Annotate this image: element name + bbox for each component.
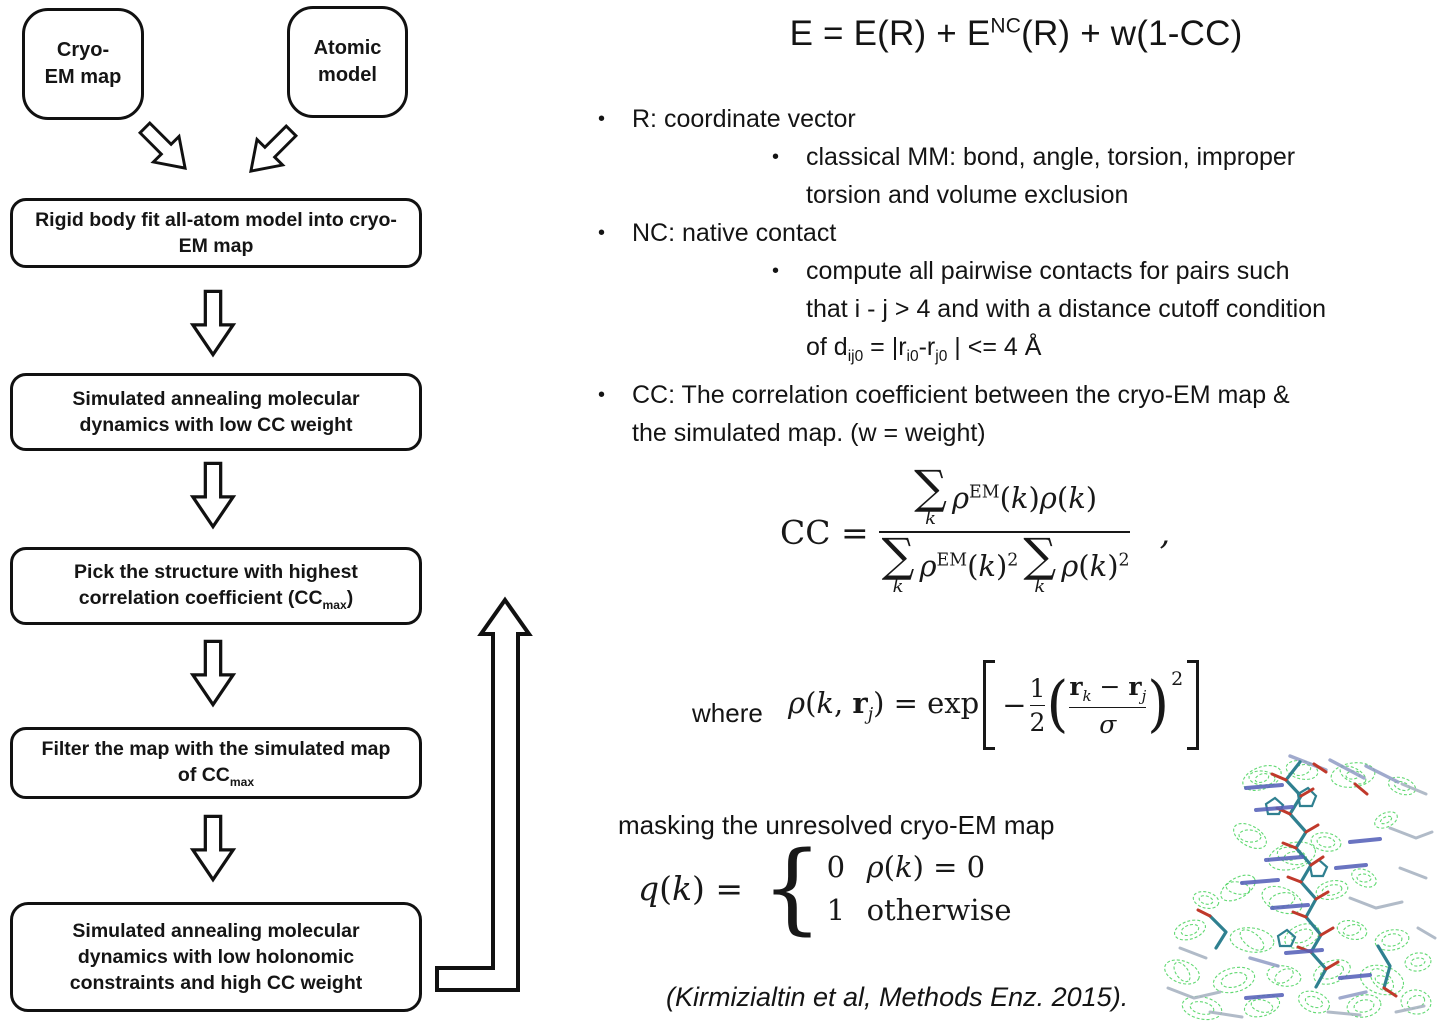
- bullet-list: [598, 100, 1442, 452]
- masking-label: masking the unresolved cryo-EM map: [618, 810, 1055, 840]
- left-brace-icon: {: [761, 830, 823, 946]
- text-line: Cryo-: [56, 39, 110, 62]
- citation: (Kirmizialtin et al, Methods Enz. 2015).: [666, 982, 1129, 1012]
- flowchart-step-rigid-body-fit: [10, 198, 422, 268]
- right-paren-icon: ): [1147, 668, 1170, 740]
- text-line: model: [318, 64, 377, 86]
- q-equation: [638, 830, 1012, 946]
- sum-operator: ∑ k: [914, 460, 947, 530]
- text-line: Pick the structure with highest: [74, 560, 358, 583]
- down-arrow-icon: [190, 638, 236, 708]
- text-line: that i - j > 4 and with a distance cutoff condition: [806, 295, 1326, 323]
- bullet-dot-icon: •: [598, 222, 606, 244]
- flowchart-step-pick-structure: [10, 547, 422, 625]
- q-lhs: q(k) =: [638, 869, 754, 908]
- q-cases: [827, 850, 1012, 927]
- text-line: torsion and volume exclusion: [806, 181, 1129, 209]
- bullet-dot-icon: •: [598, 384, 606, 406]
- density-mesh: [1161, 758, 1432, 1023]
- cc-numerator: $\rho^{EM}(k)\rho(k)$: [951, 481, 1098, 516]
- text-line: R: coordinate vector: [632, 105, 856, 133]
- bullet-item-r: [598, 100, 1442, 138]
- down-arrow-icon: [190, 813, 236, 883]
- flowchart-node-cryo-em-map: [22, 8, 144, 120]
- minus-sign: −: [1002, 688, 1027, 722]
- comma: ,: [1159, 512, 1171, 552]
- q-case-zero: 0 ρ(k) = 0: [826, 850, 986, 884]
- bullet-dot-icon: •: [772, 146, 780, 168]
- down-arrow-icon: [190, 460, 236, 530]
- text-line: of $CC_{max}$: [177, 764, 255, 789]
- rho-lhs: ρ(k, $r_j) = \exp$: [788, 685, 980, 725]
- one-half-fraction: $\frac{1}{2}$: [1029, 673, 1046, 737]
- text-line: dynamics with low CC weight: [79, 414, 353, 436]
- bullet-dot-icon: •: [772, 260, 780, 282]
- left-bracket-icon: [983, 660, 995, 750]
- cc-fraction: [879, 460, 1130, 598]
- flowchart-step-sa-high-cc: [10, 902, 422, 1012]
- r-over-sigma-fraction: $\frac{r_k - r_j}{\sigma}$: [1069, 671, 1147, 739]
- text-line: NC: native contact: [632, 219, 837, 247]
- right-bracket-icon: [1187, 660, 1199, 750]
- loop-back-arrow-icon: [428, 590, 538, 998]
- atomic-model-sticks: [1198, 762, 1396, 998]
- text-line: dynamics with low holonomic: [77, 945, 355, 968]
- q-case-one: 1 otherwise: [826, 893, 1012, 927]
- text-line: Filter the map with the simulated map: [41, 737, 391, 760]
- bullet-dot-icon: •: [598, 108, 606, 130]
- flowchart-step-sa-low-cc: [10, 373, 422, 451]
- flowchart-node-atomic-model: [287, 6, 408, 118]
- text-line: the simulated map. (w = weight): [632, 419, 986, 447]
- text-line: correlation coefficient $(CC_{max})$: [78, 587, 354, 612]
- text-line: compute all pairwise contacts for pairs such: [806, 257, 1290, 285]
- text-line: EM map: [44, 66, 122, 88]
- cc-equation-lhs: CC =: [780, 512, 869, 552]
- bullet-item-cc: [598, 376, 1442, 452]
- arrow-cryo-map-to-fit-icon: [128, 111, 203, 186]
- cc-denominator-1: $\rho^{EM}(k)^2$: [919, 549, 1019, 584]
- left-paren-icon: (: [1046, 668, 1069, 740]
- text-line: Rigid body fit all-atom model into cryo-: [35, 208, 397, 231]
- cc-equation: [780, 460, 1171, 598]
- rho-equation: [788, 660, 1203, 750]
- bullet-item-pairwise-contacts: [772, 252, 1442, 376]
- flowchart-step-filter-map: [10, 727, 422, 799]
- bullet-item-nc: [598, 214, 1442, 252]
- text-line: Simulated annealing molecular: [72, 919, 360, 942]
- text-line: of $d_{ij0} = |r_{i0}-r_{j0}$ | <= 4 Å: [806, 333, 1042, 365]
- bullet-item-classical-mm: [772, 138, 1442, 214]
- sum-operator: ∑ k: [1023, 528, 1057, 598]
- text-line: EM map: [178, 235, 254, 257]
- text-line: Atomic: [313, 37, 382, 60]
- fraction-bar: [879, 531, 1130, 533]
- exponent: 2: [1171, 668, 1184, 690]
- cc-denominator-2: $\rho(k)^2$: [1061, 549, 1130, 584]
- where-label: where: [692, 698, 763, 728]
- text-line: classical MM: bond, angle, torsion, improper: [806, 143, 1296, 171]
- arrow-atomic-model-to-fit-icon: [234, 114, 309, 189]
- molecule-density-figure: [1150, 748, 1442, 1026]
- text-line: CC: The correlation coefficient between the cryo-EM map &: [632, 381, 1290, 409]
- text-line: Simulated annealing molecular: [72, 387, 360, 410]
- sum-operator: ∑ k: [881, 528, 915, 598]
- energy-equation: $E = E(R) + E^{NC}(R) + w(1-CC)$: [789, 14, 1243, 53]
- text-line: constraints and high CC weight: [69, 972, 363, 995]
- down-arrow-icon: [190, 288, 236, 358]
